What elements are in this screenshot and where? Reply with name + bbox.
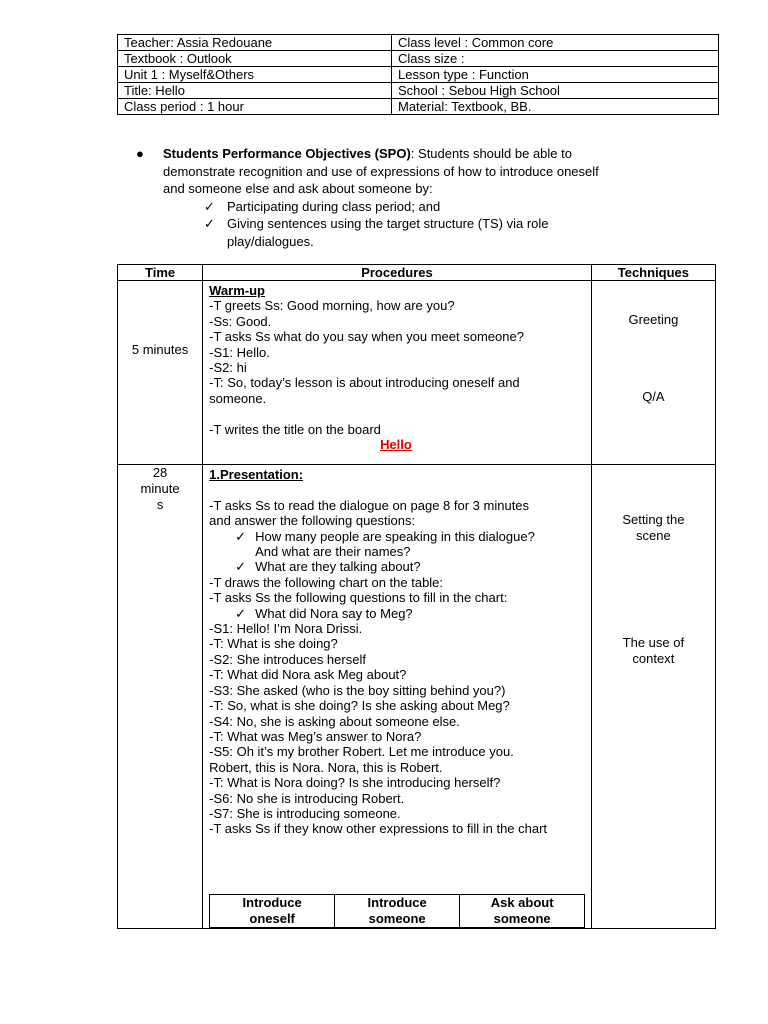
procedure-line: -S4: No, she is asking about someone else. [209,713,460,729]
info-cell-right: Material: Textbook, BB. [392,99,719,115]
spo-paragraph [163,145,656,198]
info-row [118,83,719,99]
presentation-procedures [203,465,592,929]
presentation-techniques [591,465,715,929]
technique-setting-2: scene [636,528,671,543]
expressions-chart [209,894,585,928]
info-cell-left: Textbook : Outlook [118,51,392,67]
info-cell-left: Teacher: Assia Redouane [118,35,392,51]
presentation-time-2: minute [140,481,180,496]
spo-title: Students Performance Objectives (SPO) [163,146,411,161]
procedure-line: -T asks Ss the following questions to fill in the chart: [209,590,508,606]
spo-item: ✓ Giving sentences using the target structure (TS) via role [204,216,549,231]
check-item: ✓ What did Nora say to Meg? [235,605,413,621]
procedure-line: -S6: No she is introducing Robert. [209,790,405,806]
technique-greeting: Greeting [628,312,679,327]
warmup-lines [209,298,591,437]
info-row [118,51,719,67]
info-cell-right: Class level : Common core [392,35,719,51]
procedure-line: -S1: Hello. [209,344,270,360]
info-cell-right: School : Sebou High School [392,83,719,99]
warmup-techniques [591,281,715,465]
procedure-line: -S3: She asked (who is the boy sitting behind you?) [209,682,506,698]
technique-context-1: The use of [622,635,685,650]
check-item: ✓ How many people are speaking in this dialogue? [235,528,535,544]
bullet-icon: ● [136,146,144,161]
checkmark-icon: ✓ [204,198,215,214]
checkmark-icon: ✓ [235,559,247,575]
procedure-line: -T: What is she doing? [209,636,338,652]
procedure-line: -T: What was Meg’s answer to Nora? [209,728,422,744]
board-title: Hello [380,437,412,453]
presentation-time-1: 28 [152,465,168,480]
procedure-line: and answer the following questions: [209,513,416,529]
info-cell-right: Class size : [392,51,719,67]
procedure-line: -S2: hi [209,360,247,376]
info-cell-left: Unit 1 : Myself&Others [118,67,392,83]
check-item: ✓ What are they talking about? [235,559,421,575]
procedure-line [209,406,591,421]
header-procedures: Procedures [203,265,592,281]
procedure-line: -S7: She is introducing someone. [209,805,401,821]
chart-header-introduce-someone: Introduce someone [335,895,460,928]
procedure-line: -S1: Hello! I’m Nora Drissi. [209,621,363,637]
header-techniques: Techniques [591,265,715,281]
spo-list [136,198,656,251]
warmup-time-cell [118,281,203,465]
procedure-line: -T: So, what is she doing? Is she asking about Meg? [209,698,510,714]
procedure-line: -Ss: Good. [209,313,272,329]
presentation-lines-b [209,575,591,606]
warmup-heading: Warm-up [209,283,265,298]
checkmark-icon: ✓ [235,605,247,621]
procedure-line: -S5: Oh it’s my brother Robert. Let me introduce you. [209,744,514,760]
lesson-info-table [117,34,719,115]
chart-header-ask-about-someone: Ask about someone [460,895,585,928]
procedure-line: -S2: She introduces herself [209,651,366,667]
technique-setting-1: Setting the [622,512,685,527]
presentation-lines-c [209,621,591,837]
info-cell-right: Lesson type : Function [392,67,719,83]
info-row [118,35,719,51]
procedure-line: -T asks Ss what do you say when you meet someone? [209,329,524,345]
check-item-continuation: And what are their names? [255,544,411,560]
spo-section [136,145,656,250]
info-cell-left: Class period : 1 hour [118,99,392,115]
spo-text-2: demonstrate recognition and use of expressions of how to introduce oneself [163,163,599,179]
spo-item: ✓ Participating during class period; and [204,198,441,214]
presentation-heading: 1.Presentation: [209,467,304,482]
presentation-time-3: s [156,497,164,512]
procedure-line: -T: So, today’s lesson is about introducing oneself and [209,375,520,391]
presentation-row [118,465,716,929]
procedure-line: -T draws the following chart on the table: [209,574,444,590]
procedure-line: -T asks Ss if they know other expressions to fill in the chart [209,821,548,837]
checkmark-icon: ✓ [204,216,215,231]
presentation-lines-a [209,498,591,529]
warmup-row [118,281,716,465]
procedure-line: -T greets Ss: Good morning, how are you? [209,298,455,314]
header-time: Time [118,265,203,281]
warmup-time: 5 minutes [131,342,189,357]
info-row [118,99,719,115]
procedures-table [117,264,716,929]
warmup-procedures [203,281,592,465]
presentation-time-cell [118,465,203,929]
info-cell-left: Title: Hello [118,83,392,99]
procedure-line: -T asks Ss to read the dialogue on page 8 for 3 minutes [209,497,530,513]
procedure-line: -T: What did Nora ask Meg about? [209,667,407,683]
spo-text-3: and someone else and ask about someone by: [163,181,433,196]
spo-item-continuation: play/dialogues. [227,233,314,249]
procedure-line: someone. [209,390,267,406]
procedure-line: -T: What is Nora doing? Is she introducing herself? [209,775,501,791]
checkmark-icon: ✓ [235,528,247,544]
procedure-line: Robert, this is Nora. Nora, this is Robert. [209,759,443,775]
technique-qa: Q/A [642,389,665,404]
procedure-line: -T writes the title on the board [209,421,381,437]
technique-context-2: context [632,651,675,666]
spo-text-1: : Students should be able to [410,146,572,161]
chart-header-introduce-oneself: Introduce oneself [210,895,335,928]
info-row [118,67,719,83]
